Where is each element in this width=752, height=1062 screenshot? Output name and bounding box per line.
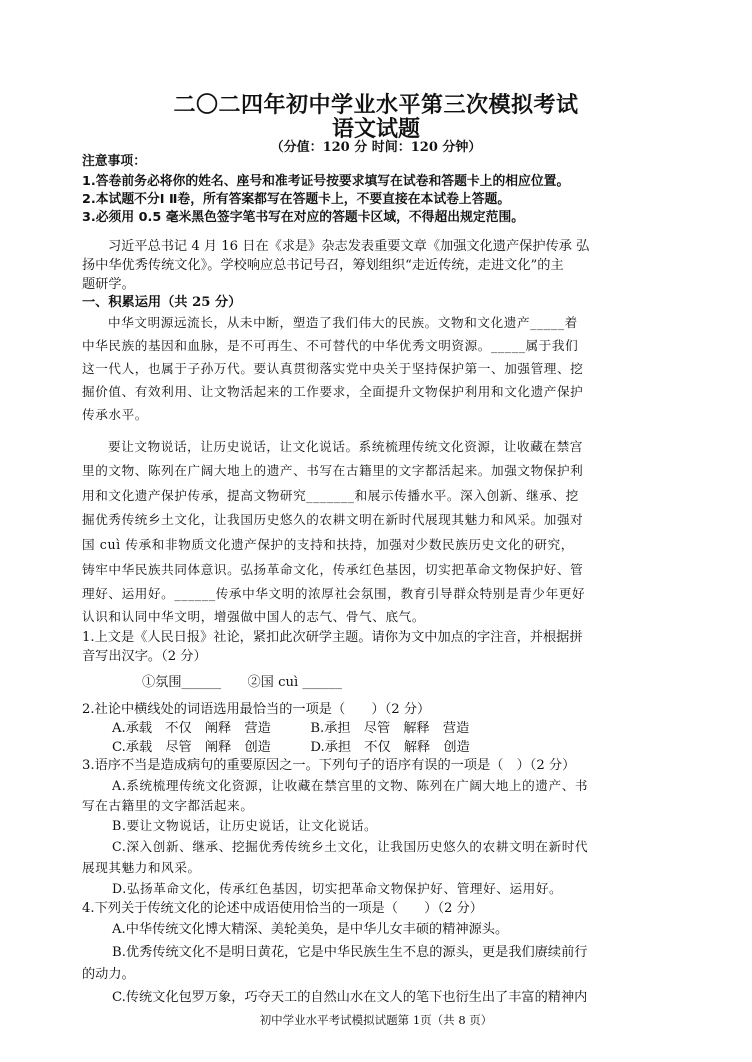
question-stem: 4.下列关于传统文化的论述中成语使用恰当的一项是（ ）（2 分） — [82, 901, 483, 916]
option-line: B.优秀传统文化不是明日黄花，它是中华民族生生不息的源头，更是我们赓续前行 — [112, 945, 588, 960]
passage-line: 要让文物说话，让历史说话，让文化说话。系统梳理传统文化资源，让收藏在禁宫 — [108, 439, 583, 454]
passage-line: 铸牢中华民族共同体意识。弘扬革命文化，传承红色基因，切实把革命文物保护好、管 — [82, 562, 584, 577]
notice-heading: 注意事项： — [82, 154, 146, 169]
intro-line: 题研学。 — [82, 277, 135, 292]
passage-line: 国 cuì 传承和非物质文化遗产保护的支持和扶持，加强对少数民族历史文化的研究， — [82, 537, 574, 552]
option-line: 展现其魅力和风采。 — [82, 860, 201, 875]
question-stem: 音写出汉字。（2 分） — [82, 649, 207, 664]
question-stem: 3.语序不当是造成病句的重要原因之一。下列句子的语序有误的一项是（ ）（2 分） — [82, 758, 576, 773]
passage-line: 这一代人，也属于子孙万代。要认真贯彻落实党中央关于坚持保护第一、加强管理、挖 — [82, 361, 584, 376]
question-stem: 1.上文是《人民日报》社论，紧扣此次研学主题。请你为文中加点的字注音，并根据拼 — [82, 630, 583, 645]
passage-line: 中华民族的基因和血脉，是不可再生、不可替代的中华优秀文明资源。_____属于我们 — [82, 338, 579, 353]
option-line: C.深入创新、继承、挖掘优秀传统乡土文化，让我国历史悠久的农耕文明在新时代 — [112, 839, 589, 854]
passage-line: 传承水平。 — [82, 407, 148, 422]
intro-line: 习近平总书记 4 月 16 日在《求是》杂志发表重要文章《加强文化遗产保护传承 弘 — [108, 239, 590, 254]
notice-item: 2.本试题不分Ⅰ Ⅱ卷，所有答案都写在答题卡上，不要直接在本试卷上答题。 — [82, 192, 511, 207]
option-line: B.要让文物说话，让历史说话，让文化说话。 — [112, 818, 378, 833]
notice-item: 1.答卷前务必将你的姓名、座号和准考证号按要求填写在试卷和答题卡上的相应位置。 — [82, 174, 570, 189]
passage-line: 掘优秀传统乡土文化，让我国历史悠久的农耕文明在新时代展现其魅力和风采。加强对 — [82, 512, 584, 527]
option-line: 写在古籍里的文字都活起来。 — [82, 798, 254, 813]
question-stem: 2.社论中横线处的词语选用最恰当的一项是（ ）（2 分） — [82, 702, 431, 717]
option-line: 的动力。 — [82, 967, 135, 982]
option-line: C.承载 尽管 阐释 创造 D.承担 不仅 解释 创造 — [112, 740, 470, 755]
section-heading: 一、积累运用（共 25 分） — [82, 295, 242, 310]
passage-line: 掘价值、有效利用、让文物活起来的工作要求，全面提升文物保护利用和文化遗产保护 — [82, 384, 584, 399]
passage-line: 中华文明源远流长，从未中断，塑造了我们伟大的民族。文物和文化遗产_____着 — [108, 315, 578, 330]
passage-line: 认识和认同中华文明，增强做中国人的志气、骨气、底气。 — [82, 609, 426, 624]
intro-line: 扬中华优秀传统文化》。学校响应总书记号召，筹划组织“走近传统，走进文化”的主 — [82, 258, 564, 273]
option-line: A.系统梳理传统文化资源，让收藏在禁宫里的文物、陈列在广阔大地上的遗产、书 — [112, 778, 589, 793]
exam-title: 二〇二四年初中学业水平第三次模拟考试 — [173, 92, 579, 118]
option-line: D.弘扬革命文化，传承红色基因，切实把革命文物保护好、管理好、运用好。 — [112, 881, 563, 896]
page-footer: 初中学业水平考试模拟试题第 1页（共 8 页） — [259, 1013, 493, 1027]
option-line: A.中华传统文化博大精深、美轮美奂，是中华儿女丰硕的精神源头。 — [112, 922, 509, 937]
score-time-line: （分值：120 分 时间：120 分钟） — [270, 140, 482, 155]
q1-blanks: ①氛围______ ②国 cuì ______ — [142, 675, 342, 690]
notice-item: 3.必须用 0.5 毫米黑色签字笔书写在对应的答题卡区域，不得超出规定范围。 — [82, 210, 525, 225]
passage-line: 理好、运用好。______传承中华文明的浓厚社会氛围，教育引导群众特别是青少年更好 — [82, 586, 586, 601]
option-line: A.承载 不仅 阐释 营造 B.承担 尽管 解释 营造 — [112, 721, 470, 736]
subject-title: 语文试题 — [331, 116, 420, 142]
passage-line: 用和文化遗产保护传承，提高文物研究_______和展示传播水平。深入创新、继承、挖 — [82, 488, 579, 503]
option-line: C.传统文化包罗万象，巧夺天工的自然山水在文人的笔下也衍生出了丰富的精神内 — [112, 990, 588, 1005]
passage-line: 里的文物、陈列在广阔大地上的遗产、书写在古籍里的文字都活起来。加强文物保护利 — [82, 463, 584, 478]
